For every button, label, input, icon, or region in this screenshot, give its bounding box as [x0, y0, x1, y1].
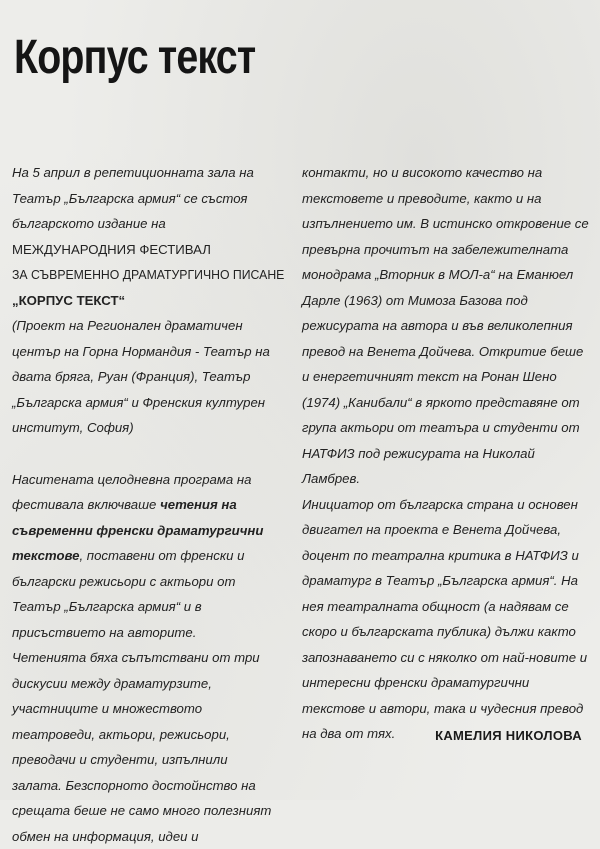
author-signature: КАМЕЛИЯ НИКОЛОВА: [435, 728, 582, 743]
program-paragraph: [12, 467, 274, 849]
intro-paragraph: На 5 април в репетиционната зала на Театър „Българска армия“ се състоя българското издание на: [12, 160, 274, 237]
article-title: Корпус текст: [14, 30, 255, 85]
organizers-paragraph: (Проект на Регионален драматичен център на Горна Нормандия - Театър на двата бряга, Руан (Франция), Театър „Българска армия“ и Френския културен институт, София): [12, 313, 274, 441]
festival-title-line-2: [12, 262, 274, 288]
festival-title-line-2-text: ЗА СЪВРЕМЕННО ДРАМАТУРГИЧНО ПИСАНЕ: [12, 262, 284, 288]
paragraph-gap: [12, 441, 274, 467]
continuation-paragraph: контакти, но и високото качество на текстовете и преводите, както и на изпълнението им. В истинско откровение се превърна прочитът на забележителната монодрама „Вторник в МОЛ-а“ на Еманюел Дарле (1963) от Мимоза Базова под режисурата на автора и във великолепния превод на Венета Дойчева. Откритие беше и енергетичният текст на Ронан Шено (1974) „Канибали“ в яркото представяне от група актьори от театъра и студенти от НАТФИЗ под режисурата на Николай Ламбрев.: [302, 160, 594, 492]
program-rest: , поставени от френски и български режисьори с актьори от Театър „Българска армия“ и в присъствието на авторите. Четенията бяха съпътствани от три дискусии между драматурзите, участниците и множеството театроведи, актьори, режисьори, преводачи и студенти, изпълнили залата. Безспорното достойнство на срещата беше не само много полезният обмен на информация, идеи и: [12, 548, 271, 844]
program-start: Наситената целодневна програма на фестивала включваше: [12, 472, 252, 513]
program-bold: четения на съвременни френски драматургични текстове: [12, 497, 263, 563]
festival-name: „КОРПУС ТЕКСТ“: [12, 288, 274, 314]
right-column: [302, 160, 594, 747]
left-column: [12, 160, 274, 849]
initiator-paragraph: Инициатор от българска страна и основен двигател на проекта е Венета Дойчева, доцент по театрална критика в НАТФИЗ и драматург в Театър „Българска армия“. На нея театралната общност (а надявам се скоро и българската публика) дължи както запознаването си с няколко от най-новите и интересни френски драматургични текстове и автори, така и чудесния превод на два от тях.: [302, 492, 594, 747]
festival-title-line-1: МЕЖДУНАРОДНИЯ ФЕСТИВАЛ: [12, 237, 274, 263]
